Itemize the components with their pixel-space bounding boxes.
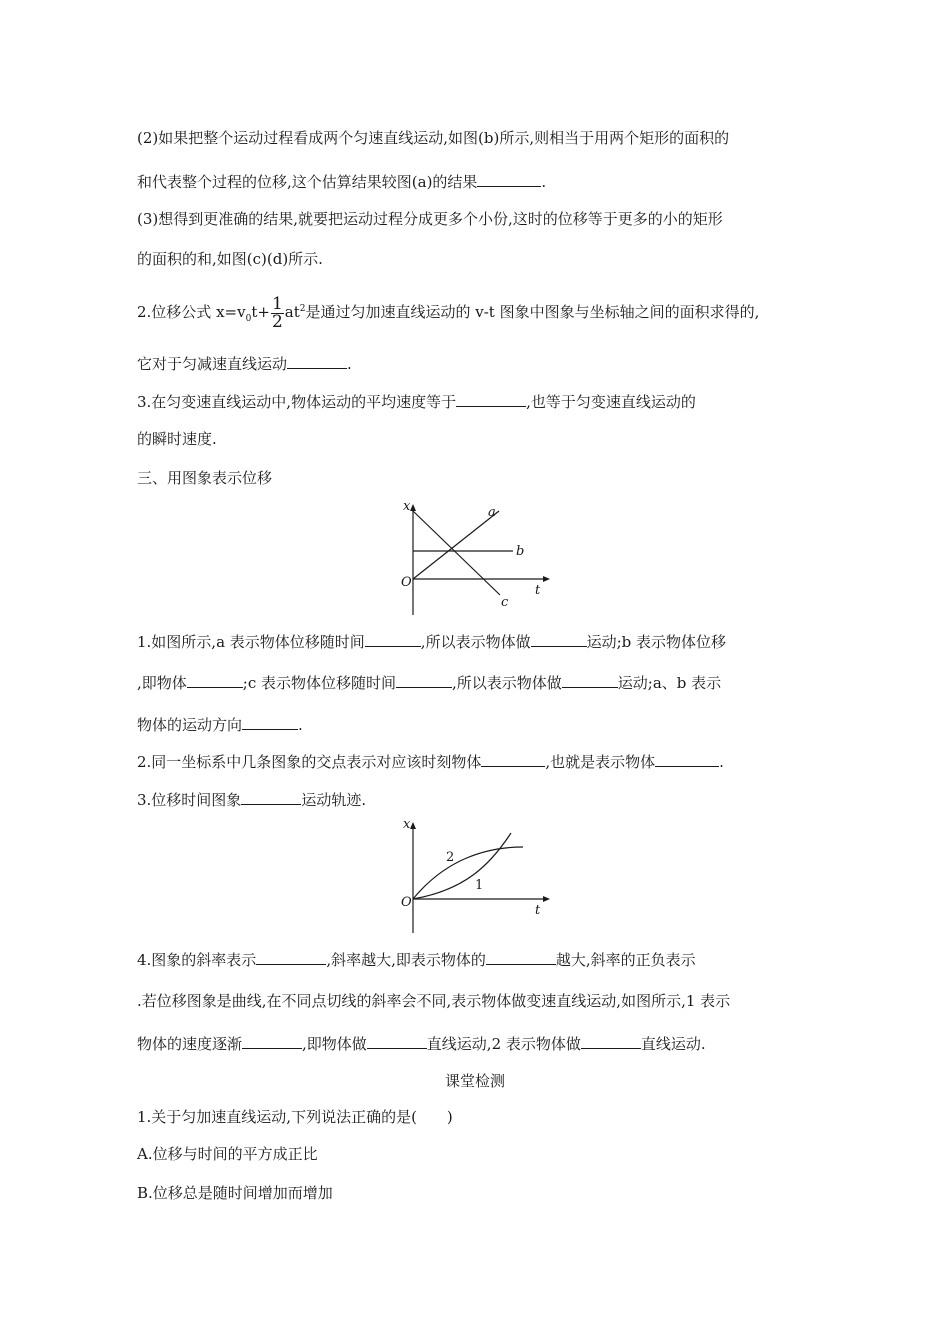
answer-blank[interactable] [187,671,243,688]
answer-blank[interactable] [256,948,326,965]
answer-blank[interactable] [562,671,618,688]
curve-1 [413,833,511,899]
x-axis-arrow [543,896,550,902]
question-1-line-2: ,即物体 ;c 表示物体位移随时间 ,所以表示物体做 运动;a、b 表示 [137,671,721,694]
label-a: a [488,505,496,520]
question-4-line-3: 物体的速度逐渐 ,即物体做 直线运动,2 表示物体做 直线运动. [137,1032,706,1055]
paragraph-2-line-1: (2)如果把整个运动过程看成两个匀速直线运动,如图(b)所示,则相当于用两个矩形的面积的 [137,129,730,147]
exercise-1-option-b[interactable]: B.位移总是随时间增加而增加 [137,1184,333,1202]
answer-blank[interactable] [242,1032,302,1049]
paragraph-avg-velocity-1: 3.在匀变速直线运动中,物体运动的平均速度等于 ,也等于匀变速直线运动的 [137,390,696,413]
answer-blank[interactable] [241,788,301,805]
answer-blank[interactable] [481,750,545,767]
formula-line: 2.位移公式 $x=v_0t+$ $\frac{1}{2}$ $at^2$是通过匀加速直线运动的 v-t 图象中图象与坐标轴之间的面积求得的, [137,293,760,332]
exercise-1-stem: 1.关于匀加速直线运动,下列说法正确的是( ) [137,1108,453,1126]
answer-blank[interactable] [581,1032,641,1049]
question-2: 2.同一坐标系中几条图象的交点表示对应该时刻物体 ,也就是表示物体 . [137,750,724,773]
answer-blank[interactable] [367,1032,427,1049]
answer-blank[interactable] [287,352,347,369]
class-test-heading: 课堂检测 [444,1072,505,1090]
question-3: 3.位移时间图象 运动轨迹. [137,788,366,811]
question-1-line-3: 物体的运动方向 . [137,713,303,736]
answer-blank[interactable] [396,671,452,688]
paragraph-3-line-2: 的面积的和,如图(c)(d)所示. [137,250,323,268]
question-4-line-1: 4.图象的斜率表示 ,斜率越大,即表示物体的 越大,斜率的正负表示 [137,948,696,971]
xt-graph-figure-2 [395,815,555,935]
y-axis-arrow [410,822,416,829]
label-b: b [516,544,525,559]
label-c: c [501,595,509,610]
curve-1-label: 1 [475,878,484,893]
t-axis-label: t [535,903,541,918]
question-1-line-1: 1.如图所示,a 表示物体位移随时间 ,所以表示物体做 运动;b 表示物体位移 [137,630,726,653]
origin-label: O [401,895,412,910]
x-axis-label: x [403,499,411,514]
line-c [413,511,500,595]
curve-2-label: 2 [446,850,455,865]
curve-2 [413,847,523,899]
x-axis-arrow [543,576,550,582]
line-a [413,511,499,579]
answer-blank[interactable] [456,390,526,407]
t-axis-label: t [535,583,541,598]
answer-blank[interactable] [242,713,298,730]
answer-blank[interactable] [531,630,587,647]
answer-blank[interactable] [477,170,541,187]
xt-graph-figure-1 [395,497,555,617]
paragraph-avg-velocity-2: 的瞬时速度. [137,430,217,448]
answer-blank[interactable] [486,948,556,965]
origin-label: O [401,575,412,590]
answer-blank[interactable] [655,750,719,767]
formula-line-2: 它对于匀减速直线运动 . [137,352,352,375]
paragraph-2-line-2: 和代表整个过程的位移,这个估算结果较图(a)的结果 . [137,170,546,193]
question-4-line-2: .若位移图象是曲线,在不同点切线的斜率会不同,表示物体做变速直线运动,如图所示,1 表示 [137,992,731,1010]
y-axis-arrow [410,504,416,511]
exercise-1-option-a[interactable]: A.位移与时间的平方成正比 [137,1145,318,1163]
paragraph-3-line-1: (3)想得到更准确的结果,就要把运动过程分成更多个小份,这时的位移等于更多的小的矩形 [137,210,723,228]
section-heading: 三、用图象表示位移 [137,469,273,487]
fraction: $\frac{1}{2}$ [271,293,283,332]
x-axis-label: x [403,817,411,832]
answer-blank[interactable] [365,630,421,647]
